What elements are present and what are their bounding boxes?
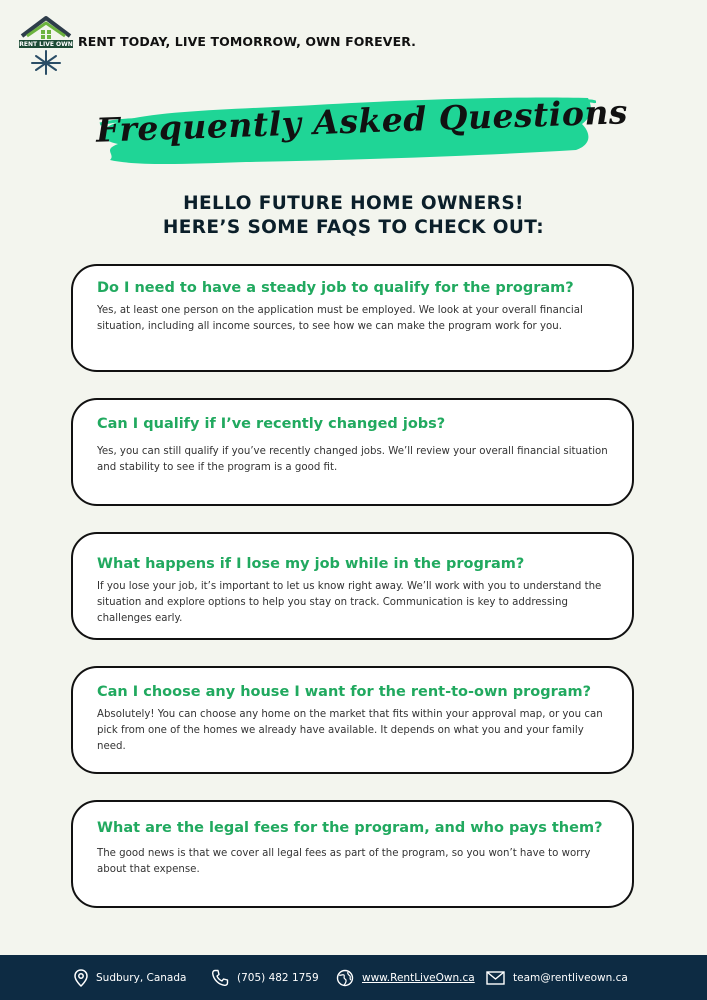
faq-answer: The good news is that we cover all legal fees as part of the program, so you won’t have to worry about that expense.	[97, 848, 591, 875]
logo-text: RENT LIVE OWN	[19, 41, 73, 48]
faq-card	[71, 532, 634, 640]
globe-icon	[336, 969, 354, 987]
location-pin-icon	[74, 969, 88, 987]
subtitle-line-2: HERE’S SOME FAQS TO CHECK OUT:	[162, 217, 545, 238]
faq-question: Can I qualify if I’ve recently changed jobs?	[97, 416, 446, 432]
footer-email[interactable]	[486, 955, 628, 1000]
footer-location	[74, 955, 186, 1000]
email-icon	[486, 971, 505, 985]
phone-text: (705) 482 1759	[237, 971, 319, 984]
faq-answer: Absolutely! You can choose any home on the market that fits within your approval map, or you can pick from one of the homes we already have available. It depends on what you and your family need.	[97, 709, 603, 752]
location-text: Sudbury, Canada	[96, 971, 187, 984]
faq-card	[71, 398, 634, 506]
footer-bar	[0, 955, 707, 1000]
faq-card	[71, 666, 634, 774]
tagline: RENT TODAY, LIVE TOMORROW, OWN FOREVER.	[78, 34, 417, 49]
phone-icon	[211, 969, 229, 987]
faq-question: Do I need to have a steady job to qualify for the program?	[97, 280, 574, 296]
faq-question: What happens if I lose my job while in the program?	[97, 556, 525, 572]
faq-question: Can I choose any house I want for the rent-to-own program?	[97, 684, 592, 700]
page-subtitle	[0, 192, 707, 240]
faq-answer: Yes, you can still qualify if you’ve recently changed jobs. We’ll review your overall financial situation and stability to see if the program is a good fit.	[97, 446, 608, 473]
subtitle-line-1: HELLO FUTURE HOME OWNERS!	[183, 193, 524, 214]
faq-question: What are the legal fees for the program, and who pays them?	[97, 820, 603, 836]
faq-card	[71, 264, 634, 372]
footer-website[interactable]	[336, 955, 475, 1000]
faq-answer: Yes, at least one person on the application must be employed. We look at your overall financial situation, including all income sources, to see how we can make the program work for you.	[97, 305, 583, 332]
faq-card	[71, 800, 634, 908]
faq-answer: If you lose your job, it’s important to let us know right away. We’ll work with you to understand the situation and explore options to help you stay on track. Communication is key to addressing challenges early.	[97, 581, 602, 624]
email-text: team@rentliveown.ca	[513, 971, 628, 984]
page-title: Frequently Asked Questions	[95, 92, 629, 150]
footer-phone[interactable]	[211, 955, 319, 1000]
website-link[interactable]: www.RentLiveOwn.ca	[362, 971, 475, 984]
